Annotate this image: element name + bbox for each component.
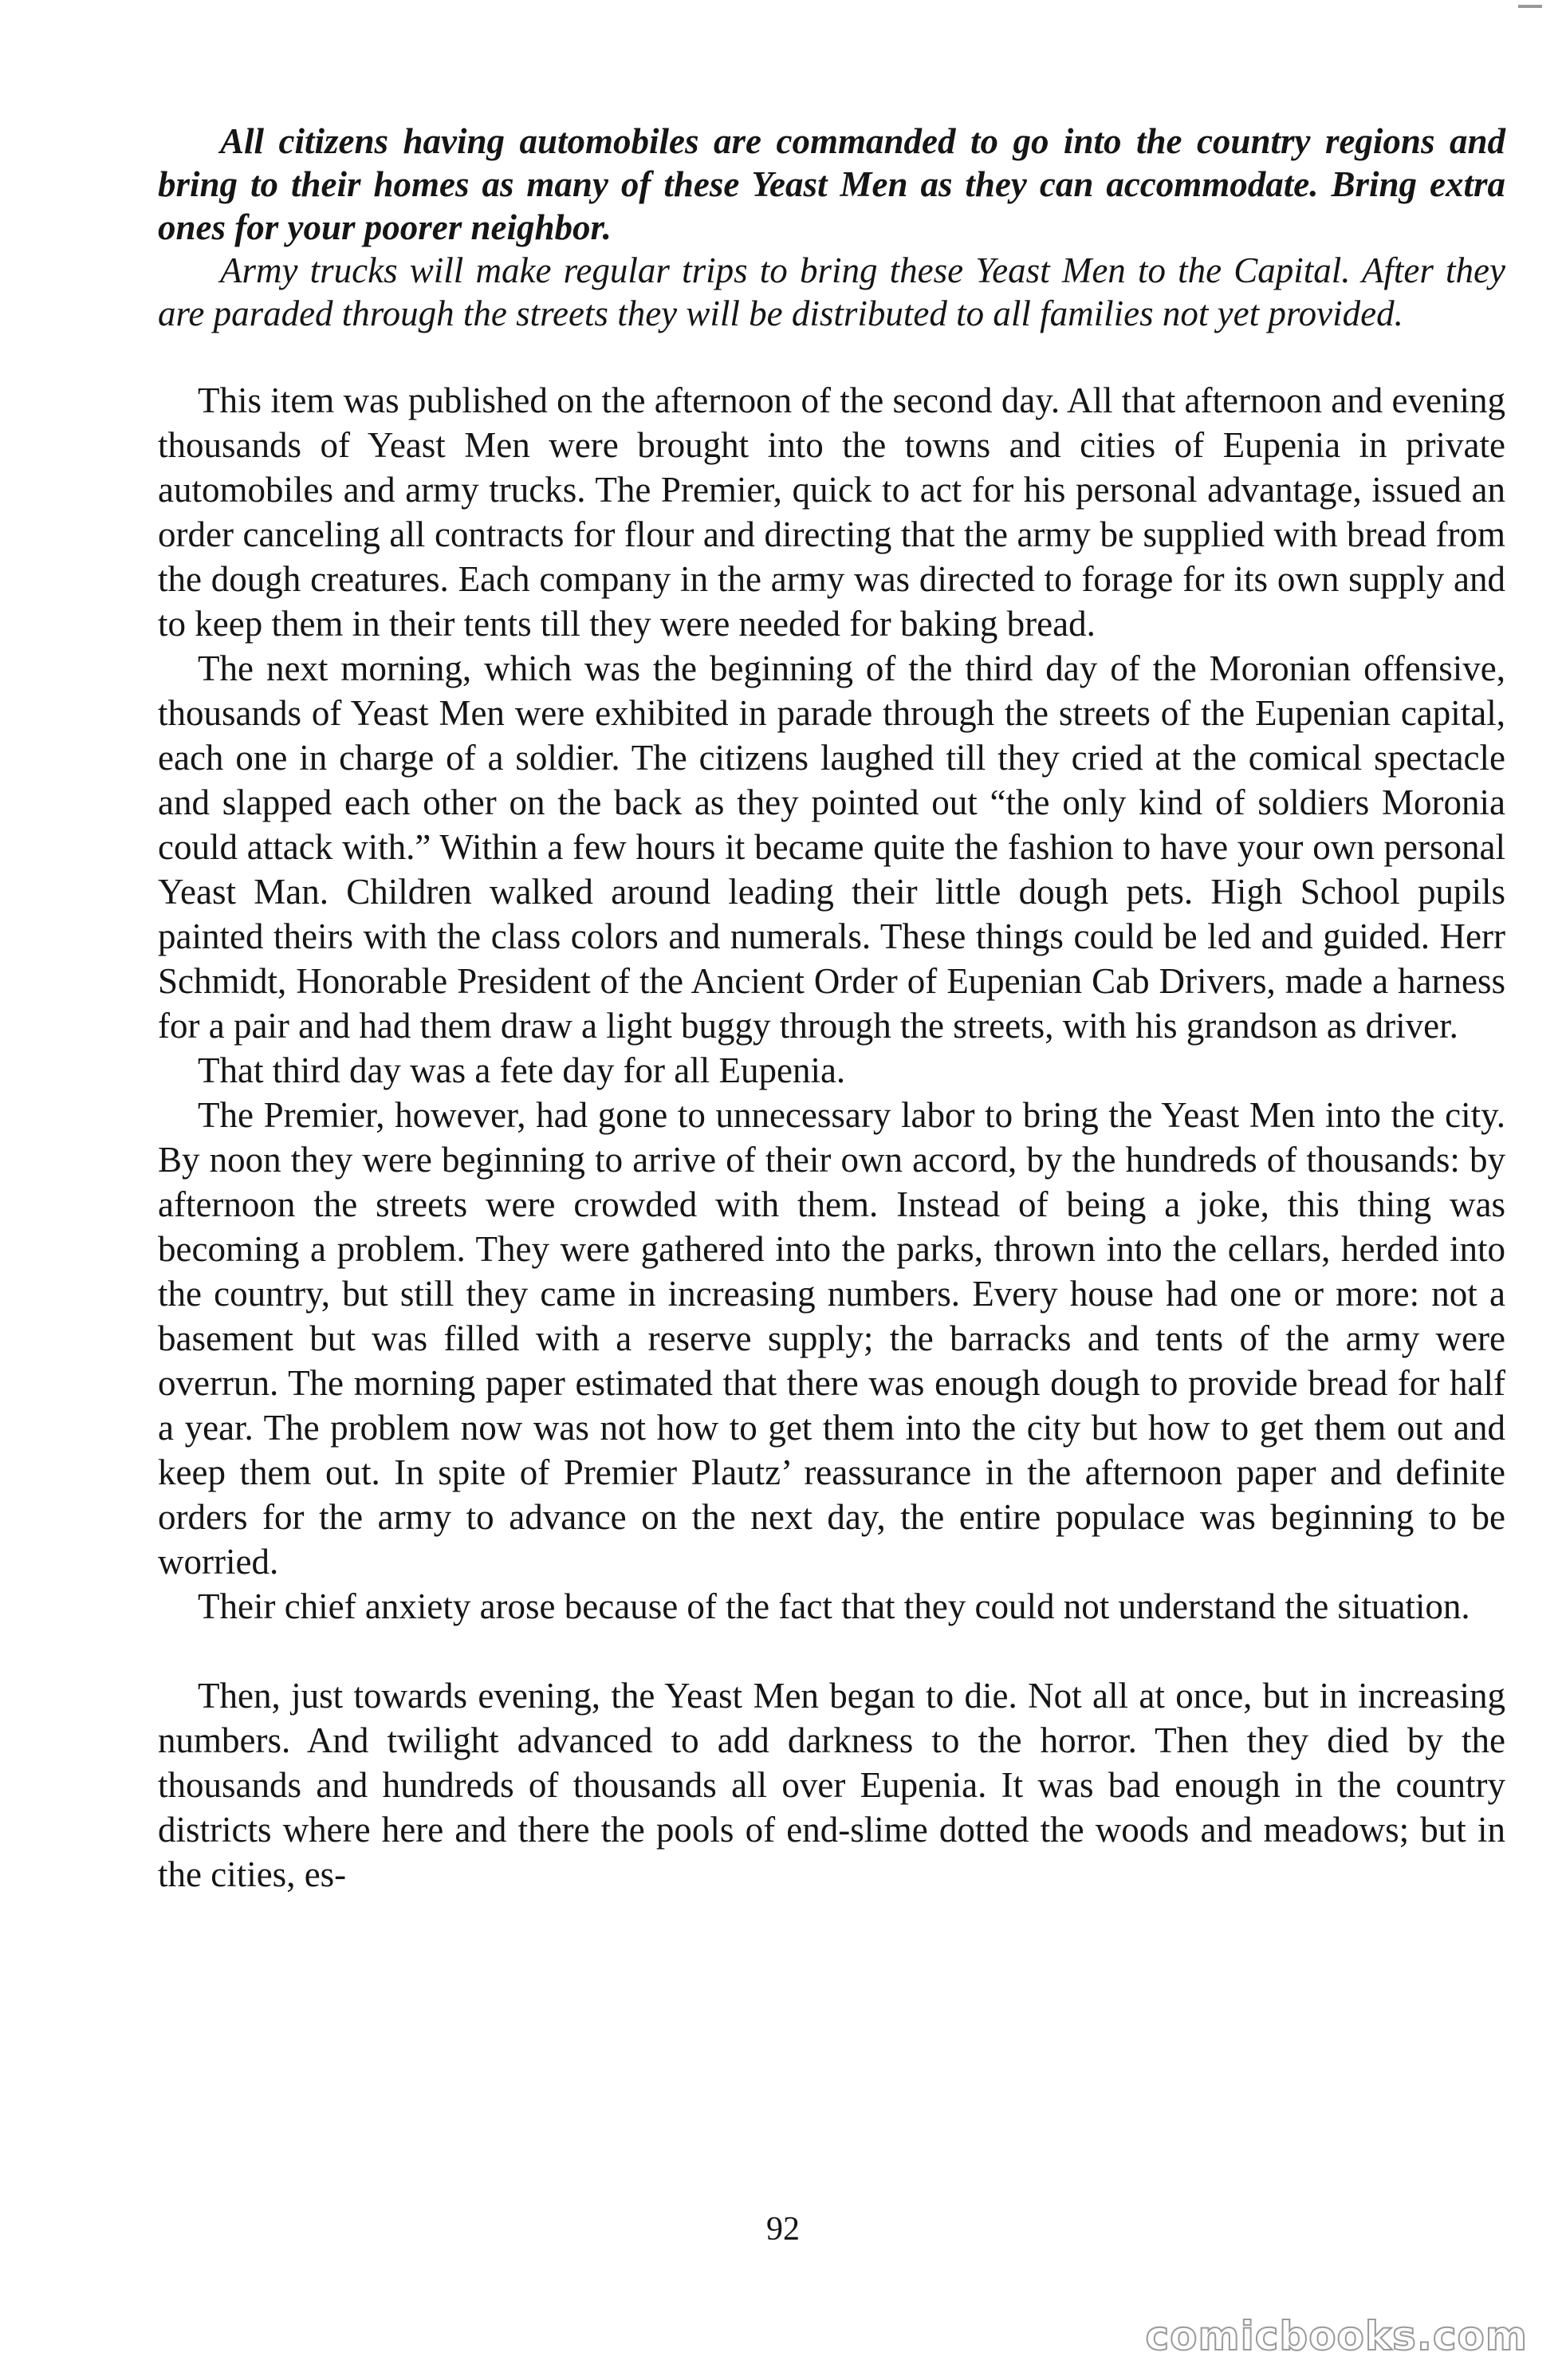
scan-mark <box>1518 5 1542 8</box>
proclamation-block <box>158 120 1505 335</box>
body-paragraph: Then, just towards evening, the Yeast Men began to die. Not all at once, but in increasing numbers. And twilight advanced to add darkness to the horror. Then they died by the thousands and hundreds of thousands all over Eupenia. It was bad enough in the country districts where here and there the pools of end-slime dotted the woods and meadows; but in the cities, es- <box>158 1676 1505 1894</box>
proclamation-paragraph: Army trucks will make regular trips to bring these Yeast Men to the Capital. After they are paraded through the streets they will be distributed to all families not yet provided. <box>158 250 1505 333</box>
watermark-logo: comicbooks.com <box>1145 2313 1528 2359</box>
body-paragraph: This item was published on the afternoon of the second day. All that afternoon and evening thousands of Yeast Men were brought into the towns and cities of Eupenia in private automobiles and army trucks. The Premier, quick to act for his personal advantage, issued an order canceling all contracts for flour and directing that the army be supplied with bread from the dough creatures. Each company in the army was directed to forage for its own supply and to keep them in their tents till they were needed for baking bread. <box>158 380 1505 644</box>
text-column <box>158 120 1505 1897</box>
body-paragraph: That third day was a fete day for all Eupenia. <box>198 1050 846 1090</box>
body-text <box>158 378 1505 1897</box>
body-paragraph: Their chief anxiety arose because of the fact that they could not understand the situation. <box>198 1586 1470 1626</box>
page-number: 92 <box>766 2211 800 2248</box>
body-paragraph: The Premier, however, had gone to unnecessary labor to bring the Yeast Men into the city. By noon they were beginning to arrive of their own accord, by the hundreds of thousands: by afternoon the streets were crowded with them. Instead of being a joke, this thing was becoming a problem. They were gathered into the parks, thrown into the cellars, herded into the country, but still they came in increasing numbers. Every house had one or more: not a basement but was filled with a reserve supply; the barracks and tents of the army were overrun. The morning paper estimated that there was enough dough to provide bread for half a year. The problem now was not how to get them into the city but how to get them out and keep them out. In spite of Premier Plautz’ reassurance in the afternoon paper and definite orders for the army to advance on the next day, the entire populace was beginning to be worried. <box>158 1095 1505 1582</box>
body-paragraph: The next morning, which was the beginning of the third day of the Moronian offensive, thousands of Yeast Men were exhibited in parade through the streets of the Eupenian capital, each one in charge of a soldier. The citizens laughed till they cried at the comical spectacle and slapped each other on the back as they pointed out “the only kind of soldiers Moronia could attack with.” Within a few hours it became quite the fashion to have your own personal Yeast Man. Children walked around leading their little dough pets. High School pupils painted theirs with the class colors and numerals. These things could be led and guided. Herr Schmidt, Honorable President of the Ancient Order of Eupenian Cab Drivers, made a harness for a pair and had them draw a light buggy through the streets, with his grandson as driver. <box>158 648 1505 1046</box>
proclamation-paragraph: All citizens having automobiles are commanded to go into the country regions and bring to their homes as many of these Yeast Men as they can accommodate. Bring extra ones for your poorer neighbor. <box>158 121 1505 247</box>
